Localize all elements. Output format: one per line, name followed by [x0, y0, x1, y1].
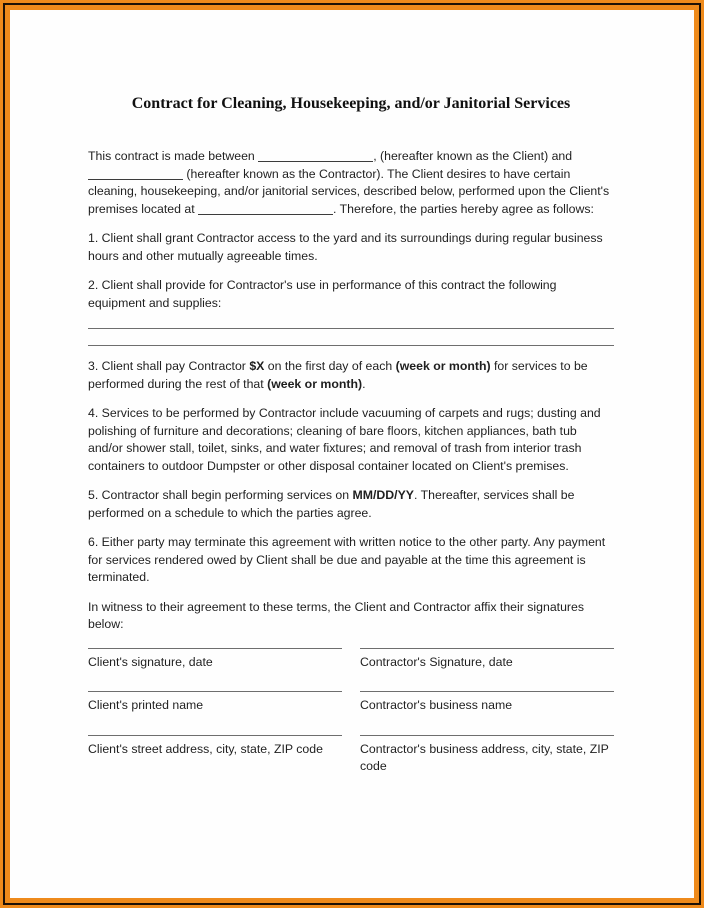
body-text: 3. Client shall pay Contractor	[88, 359, 250, 373]
client-signature-label: Client's printed name	[88, 698, 204, 712]
body-text: 1. Client shall grant Contractor access to the yard and its surroundings during regular business hours and other mutually agreeable times.	[88, 231, 603, 263]
client-signature-cell	[88, 691, 342, 715]
bold-text: (week or month)	[267, 376, 363, 391]
contractor-signature-cell	[360, 735, 614, 776]
contractor-signature-label: Contractor's business name	[360, 698, 513, 712]
write-in-line[interactable]	[88, 329, 614, 346]
body-text: In witness to their agreement to these terms, the Client and Contractor affix their signatures below:	[88, 599, 584, 631]
contractor-signature-line[interactable]	[360, 691, 614, 692]
clause-6	[88, 534, 614, 587]
signature-grid	[88, 648, 614, 796]
clause-5	[88, 487, 614, 522]
client-signature-line[interactable]	[88, 691, 342, 692]
contractor-signature-cell	[360, 691, 614, 715]
contractor-signature-line[interactable]	[360, 648, 614, 649]
page-border-dark	[3, 3, 701, 905]
body-text: This contract is made between	[88, 149, 259, 163]
body-text: for services to be performed during the rest of that	[88, 359, 588, 391]
bold-text: $X	[249, 359, 265, 373]
contract-document	[10, 10, 694, 898]
bold-text: (week or month)	[395, 359, 491, 373]
page-border-inner	[5, 5, 699, 903]
body-text: on the first day of each	[264, 359, 396, 373]
fill-in-blank[interactable]	[258, 149, 373, 162]
contractor-signature-cell	[360, 648, 614, 672]
client-signature-label: Client's signature, date	[88, 654, 213, 669]
contractor-signature-label: Contractor's business address, city, state, ZIP code	[360, 741, 609, 773]
fill-in-blank[interactable]	[88, 167, 183, 180]
contractor-signature-line[interactable]	[360, 735, 614, 736]
contractor-signature-label: Contractor's Signature, date	[360, 654, 513, 669]
body-text: (hereafter known as the Contractor). The Client desires to have certain cleaning, housekeeping, and/or janitorial services, described below, performed upon the Client's premises located at	[88, 166, 610, 216]
fill-in-blank[interactable]	[198, 202, 333, 215]
bold-text: MM/DD/YY	[352, 488, 415, 502]
body-text: 5. Contractor shall begin performing services on	[88, 488, 353, 502]
client-signature-cell	[88, 735, 342, 776]
clause-1	[88, 230, 614, 265]
client-signature-line[interactable]	[88, 735, 342, 736]
clause-3	[88, 358, 614, 393]
client-signature-label: Client's street address, city, state, ZIP code	[88, 741, 323, 756]
witness-paragraph	[88, 599, 614, 634]
document-title: Contract for Cleaning, Housekeeping, and/or Janitorial Services	[131, 95, 571, 112]
body-text: . Therefore, the parties hereby agree as follows:	[333, 201, 594, 216]
body-text: 4. Services to be performed by Contractor include vacuuming of carpets and rugs; dusting and polishing of furniture and decorations; cleaning of bare floors, kitchen appliances, bath tub and/or shower stall, toilet, sinks, and water fixtures; and removal of trash from interior trash containers to outdoor Dumpster or other disposal container located on Client's premises.	[88, 406, 601, 473]
clause-4	[88, 405, 614, 475]
client-signature-line[interactable]	[88, 648, 342, 649]
equipment-write-in-lines	[88, 324, 614, 346]
paragraphs	[88, 148, 614, 634]
body-text: .	[362, 376, 366, 391]
body-text: . Thereafter, services shall be performed on a schedule to which the parties agree.	[88, 488, 575, 520]
intro-paragraph	[88, 148, 614, 218]
clause-2	[88, 277, 614, 312]
body-text: 2. Client shall provide for Contractor's use in performance of this contract the following equipment and supplies:	[88, 278, 557, 310]
body-text: , (hereafter known as the Client) and	[373, 149, 573, 163]
client-signature-cell	[88, 648, 342, 672]
body-text: 6. Either party may terminate this agreement with written notice to the other party. Any payment for services rendered owed by Client shall be due and payable at the time this agreement is terminated.	[88, 535, 606, 584]
